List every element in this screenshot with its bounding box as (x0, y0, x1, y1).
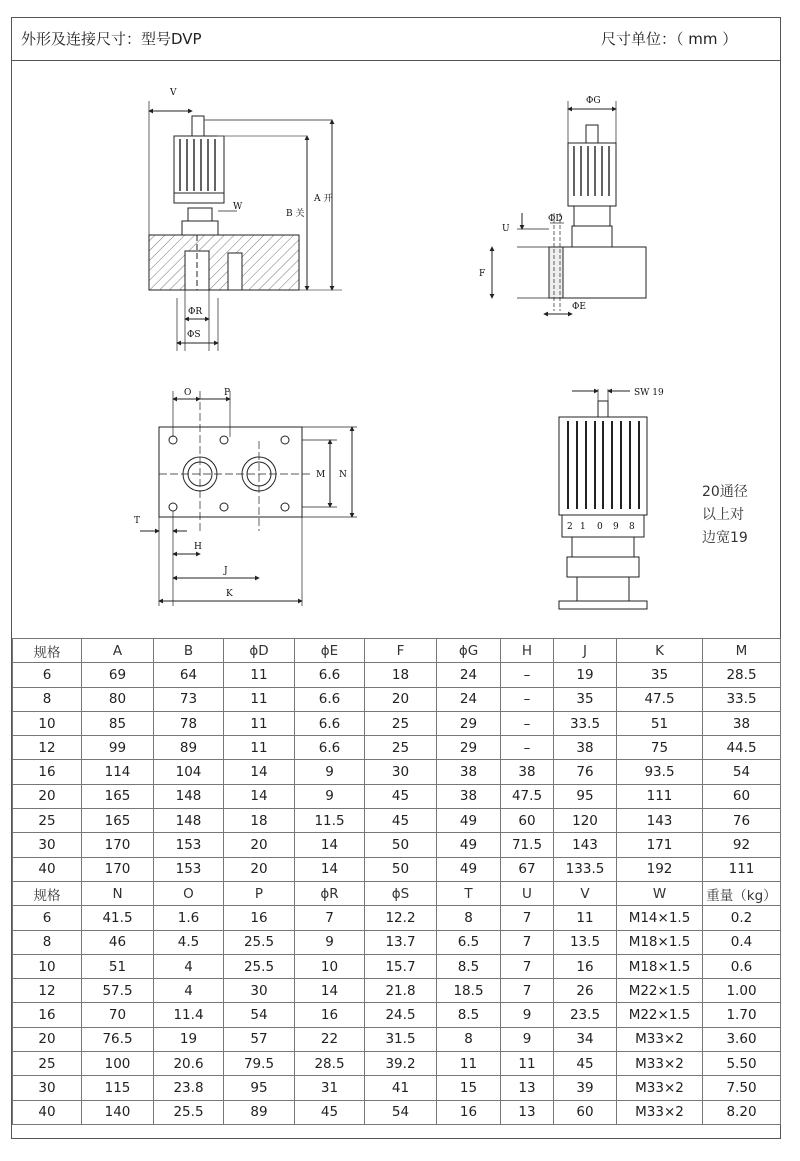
label-u: U (502, 224, 510, 234)
table-cell: M22×1.5 (617, 979, 703, 1003)
table-cell: 75 (617, 736, 703, 760)
table-cell: 1.00 (703, 979, 781, 1003)
table-cell: 153 (154, 833, 224, 857)
note-line-1: 20通径 (702, 484, 748, 500)
table-cell: 29 (437, 736, 501, 760)
table-cell: 12 (13, 979, 82, 1003)
label-t: T (134, 516, 141, 526)
table-cell: 11 (437, 1052, 501, 1076)
table-row (13, 784, 781, 808)
table-cell: 11.4 (154, 1003, 224, 1027)
table-cell: 51 (82, 954, 154, 978)
table-row (13, 1076, 781, 1100)
table-cell: 11 (224, 687, 295, 711)
knob-scale-2: 0 (597, 522, 603, 532)
table-cell: 79.5 (224, 1052, 295, 1076)
table-cell: 29 (437, 711, 501, 735)
knob-view (559, 389, 647, 609)
table-cell: 8 (13, 930, 82, 954)
table-cell: 133.5 (554, 857, 617, 881)
table-cell: 25.5 (224, 954, 295, 978)
table-cell: 9 (501, 1003, 554, 1027)
table-cell: 33.5 (554, 711, 617, 735)
table-cell: 规格 (13, 881, 82, 905)
table-cell: 24 (437, 663, 501, 687)
table-cell: 20 (13, 1027, 82, 1051)
table-cell: 30 (365, 760, 437, 784)
table-cell: 89 (154, 736, 224, 760)
table-row (13, 1027, 781, 1051)
table-cell: 0.6 (703, 954, 781, 978)
table-cell: 8 (437, 1027, 501, 1051)
table-cell: 34 (554, 1027, 617, 1051)
table-cell: 89 (224, 1100, 295, 1124)
table-cell: 10 (295, 954, 365, 978)
table-cell: 76 (703, 809, 781, 833)
note-text (702, 481, 748, 550)
table-cell: 25.5 (224, 930, 295, 954)
table-cell: 44.5 (703, 736, 781, 760)
table-cell: – (501, 736, 554, 760)
table-cell: 6.6 (295, 736, 365, 760)
label-a: A 开 (314, 194, 333, 204)
sheet-header (12, 18, 780, 61)
table-cell: 35 (554, 687, 617, 711)
table-cell: – (501, 711, 554, 735)
table-cell: ϕD (224, 639, 295, 663)
table-cell: 114 (82, 760, 154, 784)
table-cell: 6.6 (295, 663, 365, 687)
table-cell: 143 (554, 833, 617, 857)
table-row (13, 736, 781, 760)
table-cell: 4 (154, 954, 224, 978)
table-cell: 99 (82, 736, 154, 760)
table-cell: 18 (365, 663, 437, 687)
table-cell: 57 (224, 1027, 295, 1051)
label-o: O (184, 388, 192, 398)
table-cell: 23.8 (154, 1076, 224, 1100)
table-cell: 50 (365, 857, 437, 881)
table-cell: 45 (365, 784, 437, 808)
table-cell: 49 (437, 809, 501, 833)
table-cell: M18×1.5 (617, 954, 703, 978)
table-row (13, 711, 781, 735)
table-cell: M33×2 (617, 1027, 703, 1051)
dimension-table-body (13, 639, 781, 1125)
table-cell: 115 (82, 1076, 154, 1100)
label-d: ΦD (548, 214, 563, 224)
table-row (13, 930, 781, 954)
table-cell: – (501, 663, 554, 687)
table-cell: 8.5 (437, 954, 501, 978)
table-cell: 11 (224, 736, 295, 760)
table-cell: 46 (82, 930, 154, 954)
table-cell: 39.2 (365, 1052, 437, 1076)
table-cell: ϕS (365, 881, 437, 905)
table-cell: 19 (554, 663, 617, 687)
table-cell: 10 (13, 954, 82, 978)
table-cell: 6.6 (295, 711, 365, 735)
table-cell: 41 (365, 1076, 437, 1100)
table-cell: 24.5 (365, 1003, 437, 1027)
table-cell: 11 (224, 711, 295, 735)
table-cell: 95 (224, 1076, 295, 1100)
table-cell: 7 (501, 930, 554, 954)
table-cell: 49 (437, 833, 501, 857)
table-row (13, 906, 781, 930)
table-cell: 170 (82, 857, 154, 881)
table-cell: 31.5 (365, 1027, 437, 1051)
label-s: ΦS (187, 330, 201, 340)
table-cell: 12.2 (365, 906, 437, 930)
table-cell: 6.6 (295, 687, 365, 711)
table-cell: 39 (554, 1076, 617, 1100)
table-cell: 73 (154, 687, 224, 711)
table-cell: 47.5 (617, 687, 703, 711)
drawing-canvas (12, 61, 780, 636)
table-cell: 47.5 (501, 784, 554, 808)
table-cell: K (617, 639, 703, 663)
table-cell: ϕE (295, 639, 365, 663)
table-cell: 4 (154, 979, 224, 1003)
table-cell: 60 (501, 809, 554, 833)
table-cell: 57.5 (82, 979, 154, 1003)
table-cell: 111 (703, 857, 781, 881)
table-cell: 30 (224, 979, 295, 1003)
table-cell: 16 (295, 1003, 365, 1027)
table-cell: 28.5 (295, 1052, 365, 1076)
side-view (492, 101, 646, 314)
table-cell: 71.5 (501, 833, 554, 857)
front-view (149, 101, 342, 351)
table-header-row (13, 881, 781, 905)
table-cell: 8.5 (437, 1003, 501, 1027)
label-sw: SW 19 (634, 388, 664, 398)
table-cell: 规格 (13, 639, 82, 663)
table-cell: 76 (554, 760, 617, 784)
table-row (13, 954, 781, 978)
table-cell: 31 (295, 1076, 365, 1100)
table-cell: 165 (82, 809, 154, 833)
label-r: ΦR (188, 307, 203, 317)
table-cell: W (617, 881, 703, 905)
table-cell: 25 (13, 809, 82, 833)
table-cell: 14 (295, 833, 365, 857)
table-cell: 40 (13, 1100, 82, 1124)
table-cell: 25 (13, 1052, 82, 1076)
table-cell: 41.5 (82, 906, 154, 930)
table-cell: 54 (224, 1003, 295, 1027)
table-cell: 11 (554, 906, 617, 930)
table-cell: 7 (295, 906, 365, 930)
table-cell: 3.60 (703, 1027, 781, 1051)
table-cell: 20 (224, 833, 295, 857)
table-cell: 14 (295, 979, 365, 1003)
table-cell: 120 (554, 809, 617, 833)
table-cell: U (501, 881, 554, 905)
table-cell: A (82, 639, 154, 663)
table-cell: 15 (437, 1076, 501, 1100)
table-cell: 104 (154, 760, 224, 784)
table-cell: J (554, 639, 617, 663)
table-cell: 16 (13, 760, 82, 784)
dimension-table (12, 638, 781, 1125)
table-cell: 16 (13, 1003, 82, 1027)
table-cell: 148 (154, 784, 224, 808)
table-cell: 20 (224, 857, 295, 881)
label-j: J (224, 566, 228, 576)
table-row (13, 833, 781, 857)
table-cell: 13 (501, 1076, 554, 1100)
knob-scale-0: 2 (567, 522, 573, 532)
table-row (13, 1003, 781, 1027)
table-cell: 19 (154, 1027, 224, 1051)
table-cell: 24 (437, 687, 501, 711)
table-cell: 92 (703, 833, 781, 857)
table-cell: 12 (13, 736, 82, 760)
table-cell: 67 (501, 857, 554, 881)
label-w: W (233, 202, 243, 212)
table-cell: 7 (501, 906, 554, 930)
table-cell: 22 (295, 1027, 365, 1051)
table-cell: H (501, 639, 554, 663)
table-cell: 40 (13, 857, 82, 881)
table-cell: 51 (617, 711, 703, 735)
table-cell: 16 (437, 1100, 501, 1124)
table-cell: 165 (82, 784, 154, 808)
table-cell: 16 (554, 954, 617, 978)
table-cell: 76.5 (82, 1027, 154, 1051)
table-cell: 93.5 (617, 760, 703, 784)
table-cell: 38 (437, 784, 501, 808)
table-cell: 38 (437, 760, 501, 784)
page-title: 外形及连接尺寸：型号DVP (21, 30, 202, 48)
table-cell: ϕG (437, 639, 501, 663)
table-cell: M33×2 (617, 1052, 703, 1076)
table-cell: 23.5 (554, 1003, 617, 1027)
label-f: F (479, 269, 486, 279)
table-cell: 38 (554, 736, 617, 760)
table-cell: 35 (617, 663, 703, 687)
table-cell: 20 (13, 784, 82, 808)
table-cell: 78 (154, 711, 224, 735)
table-cell: 7 (501, 979, 554, 1003)
table-cell: M (703, 639, 781, 663)
table-cell: 9 (501, 1027, 554, 1051)
table-cell: 15.7 (365, 954, 437, 978)
table-cell: 11 (224, 663, 295, 687)
table-row (13, 857, 781, 881)
table-cell: 20 (365, 687, 437, 711)
table-cell: 30 (13, 1076, 82, 1100)
label-g: ΦG (586, 96, 601, 106)
table-cell: 11 (501, 1052, 554, 1076)
table-cell: 54 (365, 1100, 437, 1124)
table-cell: 13.5 (554, 930, 617, 954)
unit-label: 尺寸单位：（ mm ） (601, 30, 738, 48)
table-cell: 28.5 (703, 663, 781, 687)
table-cell: 54 (703, 760, 781, 784)
knob-scale-4: 8 (629, 522, 635, 532)
table-cell: 38 (703, 711, 781, 735)
label-m: M (316, 470, 326, 480)
label-k: K (226, 589, 233, 599)
table-cell: 80 (82, 687, 154, 711)
table-cell: 14 (224, 784, 295, 808)
table-cell: 33.5 (703, 687, 781, 711)
table-cell: ϕR (295, 881, 365, 905)
table-cell: 11.5 (295, 809, 365, 833)
technical-drawing (12, 61, 780, 636)
table-cell: 14 (295, 857, 365, 881)
label-n: N (339, 470, 347, 480)
table-header-row (13, 639, 781, 663)
table-row (13, 760, 781, 784)
table-cell: 21.8 (365, 979, 437, 1003)
table-cell: 100 (82, 1052, 154, 1076)
table-cell: 38 (501, 760, 554, 784)
table-cell: 69 (82, 663, 154, 687)
table-cell: 111 (617, 784, 703, 808)
table-cell: 20.6 (154, 1052, 224, 1076)
spec-sheet (11, 17, 781, 1139)
table-cell: 60 (703, 784, 781, 808)
label-v: V (170, 88, 177, 98)
table-cell: 4.5 (154, 930, 224, 954)
table-cell: P (224, 881, 295, 905)
table-cell: M33×2 (617, 1076, 703, 1100)
table-cell: 140 (82, 1100, 154, 1124)
table-cell: 45 (554, 1052, 617, 1076)
table-cell: 8 (13, 687, 82, 711)
table-cell: 45 (295, 1100, 365, 1124)
table-row (13, 1100, 781, 1124)
table-cell: 60 (554, 1100, 617, 1124)
knob-scale-1: 1 (580, 522, 586, 532)
table-cell: 95 (554, 784, 617, 808)
table-cell: M33×2 (617, 1100, 703, 1124)
table-cell: 6 (13, 906, 82, 930)
table-cell: T (437, 881, 501, 905)
table-cell: 143 (617, 809, 703, 833)
table-cell: 49 (437, 857, 501, 881)
label-b: B 关 (286, 209, 305, 219)
table-cell: 18 (224, 809, 295, 833)
table-row (13, 687, 781, 711)
table-row (13, 979, 781, 1003)
table-cell: 85 (82, 711, 154, 735)
table-cell: M22×1.5 (617, 1003, 703, 1027)
table-cell: 0.2 (703, 906, 781, 930)
table-cell: 192 (617, 857, 703, 881)
table-cell: 14 (224, 760, 295, 784)
table-cell: 1.70 (703, 1003, 781, 1027)
note-line-3: 边宽19 (702, 530, 748, 546)
table-cell: 9 (295, 784, 365, 808)
table-cell: 64 (154, 663, 224, 687)
table-cell: 8.20 (703, 1100, 781, 1124)
table-cell: 6.5 (437, 930, 501, 954)
table-cell: 13 (501, 1100, 554, 1124)
table-cell: 0.4 (703, 930, 781, 954)
table-cell: 18.5 (437, 979, 501, 1003)
note-line-2: 以上对 (702, 507, 744, 523)
table-cell: 26 (554, 979, 617, 1003)
bottom-view (140, 391, 357, 606)
knob-scale-3: 9 (613, 522, 619, 532)
table-cell: O (154, 881, 224, 905)
table-cell: 25.5 (154, 1100, 224, 1124)
table-cell: B (154, 639, 224, 663)
table-cell: 1.6 (154, 906, 224, 930)
table-cell: 153 (154, 857, 224, 881)
table-cell: 50 (365, 833, 437, 857)
table-cell: 25 (365, 736, 437, 760)
table-cell: 8 (437, 906, 501, 930)
table-cell: 13.7 (365, 930, 437, 954)
table-cell: 25 (365, 711, 437, 735)
table-cell: 9 (295, 760, 365, 784)
table-cell: 171 (617, 833, 703, 857)
table-cell: 45 (365, 809, 437, 833)
table-cell: – (501, 687, 554, 711)
table-cell: 10 (13, 711, 82, 735)
table-cell: 6 (13, 663, 82, 687)
table-cell: F (365, 639, 437, 663)
table-cell: V (554, 881, 617, 905)
label-h: H (194, 542, 202, 552)
table-cell: 170 (82, 833, 154, 857)
table-row (13, 809, 781, 833)
table-cell: 9 (295, 930, 365, 954)
table-cell: 5.50 (703, 1052, 781, 1076)
table-row (13, 1052, 781, 1076)
table-cell: 70 (82, 1003, 154, 1027)
table-row (13, 663, 781, 687)
table-cell: M14×1.5 (617, 906, 703, 930)
table-cell: 30 (13, 833, 82, 857)
label-p: P (224, 388, 231, 398)
table-cell: 重量（kg） (703, 881, 781, 905)
table-cell: N (82, 881, 154, 905)
table-cell: 7 (501, 954, 554, 978)
table-cell: 7.50 (703, 1076, 781, 1100)
table-cell: M18×1.5 (617, 930, 703, 954)
label-e: ΦE (572, 302, 586, 312)
table-cell: 148 (154, 809, 224, 833)
table-cell: 16 (224, 906, 295, 930)
